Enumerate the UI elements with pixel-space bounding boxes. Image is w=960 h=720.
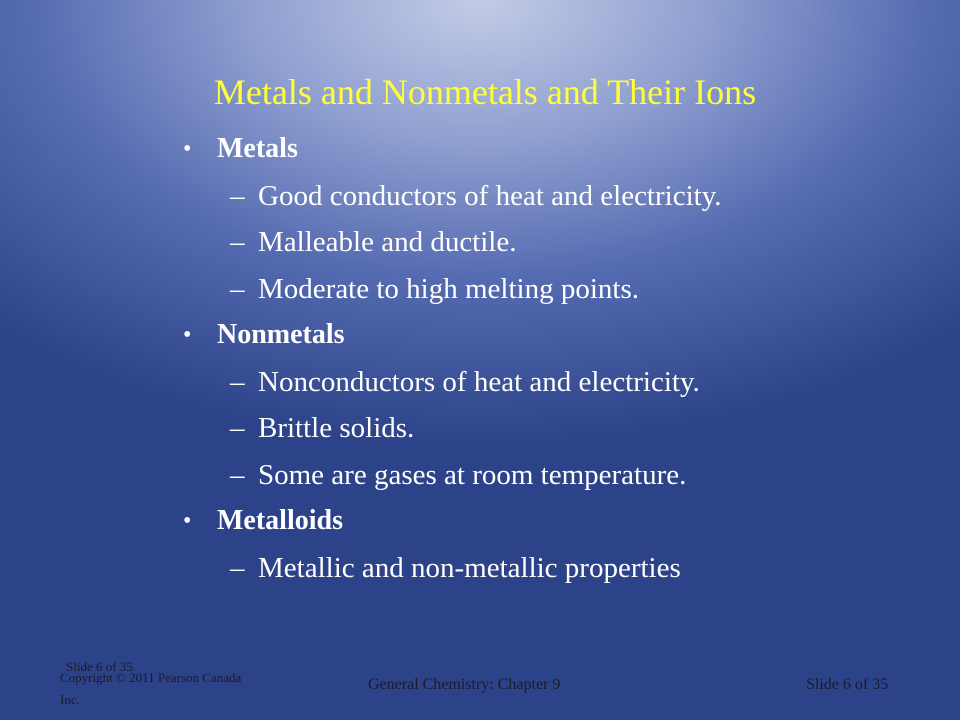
bullet-metals — [183, 126, 903, 173]
sub-bullet — [183, 173, 903, 220]
sub-bullet-text: Good conductors of heat and electricity. — [258, 179, 722, 212]
sub-bullet-text: Malleable and ductile. — [258, 226, 517, 258]
footer-slide-number: Slide 6 of 35 — [806, 676, 889, 693]
bullet-nonmetals — [183, 312, 903, 359]
sub-bullet — [183, 452, 903, 499]
sub-bullet — [183, 405, 903, 452]
dash-marker: – — [230, 272, 245, 305]
bullet-marker: • — [183, 508, 192, 534]
bullet-marker: • — [183, 136, 192, 162]
sub-bullet-text: Nonconductors of heat and electricity. — [258, 365, 700, 398]
dash-marker: – — [230, 412, 245, 444]
bullet-label: Metalloids — [217, 505, 343, 536]
sub-bullet — [183, 359, 903, 406]
sub-bullet-text: Moderate to high melting points. — [258, 272, 639, 305]
sub-bullet — [183, 219, 903, 266]
sub-bullet — [183, 545, 903, 592]
dash-marker: – — [230, 551, 245, 584]
sub-bullet-text: Some are gases at room temperature. — [258, 458, 687, 491]
footer-chapter: General Chemistry: Chapter 9 — [368, 676, 561, 693]
slide-content-list — [183, 126, 903, 591]
sub-bullet — [183, 266, 903, 313]
bullet-marker: • — [183, 322, 192, 348]
dash-marker: – — [230, 179, 245, 212]
bullet-label: Metals — [217, 133, 298, 164]
bullet-label: Nonmetals — [217, 319, 345, 350]
slide-title: Metals and Nonmetals and Their Ions — [213, 72, 757, 112]
dash-marker: – — [230, 458, 245, 491]
footer-slide-number-overlap: Slide 6 of 35 — [66, 659, 133, 674]
dash-marker: – — [230, 365, 245, 398]
sub-bullet-text: Metallic and non-metallic properties — [258, 551, 681, 584]
dash-marker: – — [230, 226, 245, 258]
sub-bullet-text: Brittle solids. — [258, 412, 415, 444]
bullet-metalloids — [183, 498, 903, 545]
footer-copyright: Copyright © 2011 Pearson Canada Inc. — [60, 670, 242, 707]
